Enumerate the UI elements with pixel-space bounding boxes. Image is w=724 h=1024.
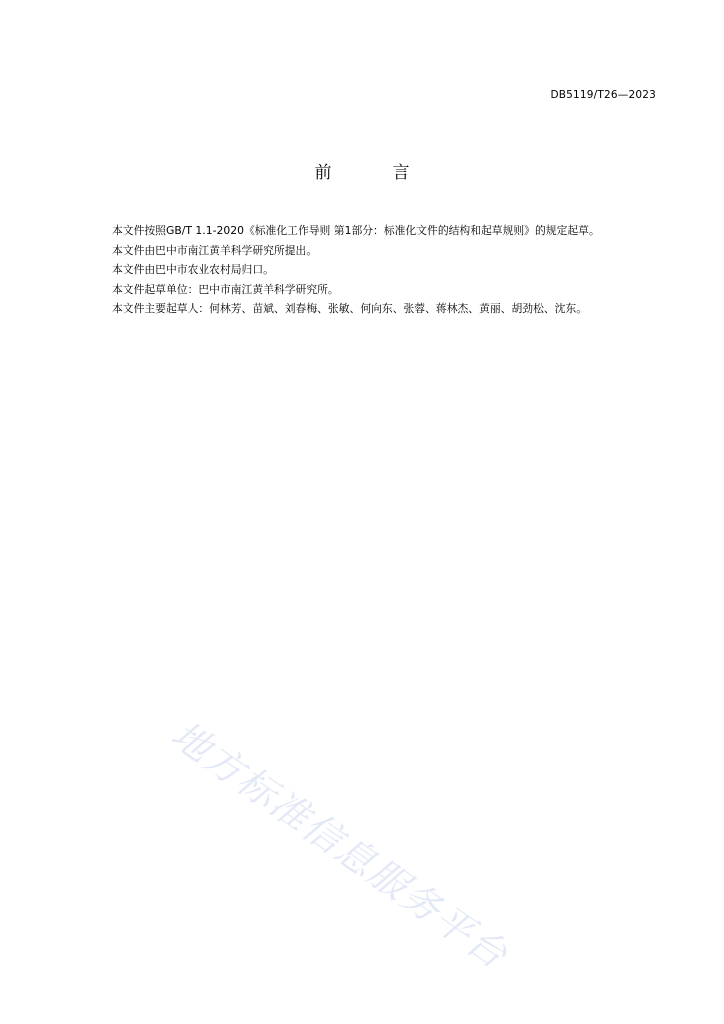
paragraph-drafting-rules: 本文件按照GB/T 1.1-2020《标准化工作导则 第1部分：标准化文件的结构和起草规则》的规定起草。 bbox=[112, 224, 600, 237]
paragraph-proposer: 本文件由巴中市南江黄羊科学研究所提出。 bbox=[112, 243, 318, 257]
paragraph-administrator: 本文件由巴中市农业农村局归口。 bbox=[112, 263, 274, 276]
page-title: 前 言 bbox=[314, 163, 432, 183]
watermark: 地方标准信息服务平台 bbox=[163, 712, 517, 978]
foreword-body bbox=[88, 221, 658, 319]
paragraph-drafting-unit: 本文件起草单位：巴中市南江黄羊科学研究所。 bbox=[112, 282, 339, 296]
paragraph-drafters: 本文件主要起草人：何林芳、苗斌、刘春梅、张敏、何向东、张蓉、蒋林杰、黄丽、胡劲松、沈东。 bbox=[112, 302, 588, 315]
document-code: DB5119/T26—2023 bbox=[550, 89, 656, 101]
